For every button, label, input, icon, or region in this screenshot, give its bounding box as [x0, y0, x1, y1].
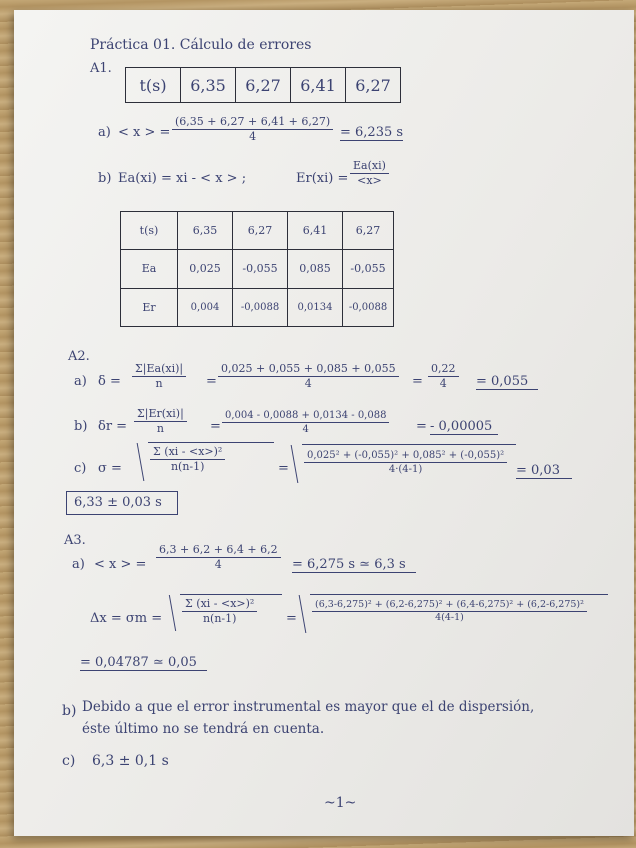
a3-b-label: b) [62, 703, 77, 719]
a2-a-fraction-1 [132, 363, 186, 390]
table-cell: 6,27 [236, 68, 291, 103]
fraction-denominator: n [156, 422, 164, 436]
fraction-numerator: (6,35 + 6,27 + 6,41 + 6,27) [172, 116, 333, 130]
table-cell: t(s) [126, 68, 181, 103]
table-cell: 6,27 [346, 68, 401, 103]
a3-b-line-2: éste último no se tendrá en cuenta. [82, 721, 325, 737]
a3-dx-result: = 0,04787 ≃ 0,05 [80, 656, 207, 671]
table-cell: 0,0134 [288, 288, 343, 326]
table-cell: 6,35 [181, 68, 236, 103]
fraction-numerator: 0,025² + (-0,055)² + 0,085² + (-0,055)² [304, 450, 507, 463]
table-cell: 6,35 [178, 212, 233, 250]
a1-a-result: = 6,235 s [340, 125, 404, 140]
a2-a-lhs: δ = [98, 374, 121, 389]
fraction-numerator: 6,3 + 6,2 + 6,4 + 6,2 [156, 544, 281, 558]
table-cell: 6,41 [291, 68, 346, 103]
table-cell: 0,025 [178, 250, 233, 288]
section-a3-label: A3. [64, 533, 86, 548]
a2-a-fraction-2 [218, 363, 399, 390]
table-cell: -0,0088 [233, 288, 288, 326]
a3-c-label: c) [62, 753, 76, 769]
section-a1-label: A1. [90, 61, 112, 76]
table-cell: 0,004 [178, 288, 233, 326]
a2-c-label: c) [74, 461, 87, 476]
table-cell: -0,055 [233, 250, 288, 288]
a3-a-result: = 6,275 s ≃ 6,3 s [292, 558, 416, 573]
table-cell: 0,085 [288, 250, 343, 288]
equals-sign: = [210, 419, 221, 434]
a1-a-label: a) [98, 125, 111, 140]
a2-c-lhs: σ = [98, 461, 122, 476]
fraction-denominator: 4 [214, 558, 222, 572]
page-number: ~1~ [324, 795, 357, 811]
a2-final-result: 6,33 ± 0,03 s [74, 495, 162, 510]
a3-b-line-1: Debido a que el error instrumental es mayor que el de dispersión, [82, 699, 535, 715]
a2-b-label: b) [74, 419, 88, 434]
a1-a-lhs: < x > = [118, 125, 171, 140]
a1-b-er-fraction [350, 160, 389, 187]
table-cell: 6,41 [288, 212, 343, 250]
notebook-page [14, 10, 634, 836]
a2-b-fraction-2 [222, 410, 389, 435]
fraction-numerator: 0,004 - 0,0088 + 0,0134 - 0,088 [222, 410, 389, 423]
table-cell: 6,27 [233, 212, 288, 250]
a2-a-label: a) [74, 374, 87, 389]
fraction-denominator: <x> [357, 174, 382, 188]
a1-a-fraction [172, 116, 333, 143]
a3-a-label: a) [72, 557, 85, 572]
a2-c-fraction-1 [150, 446, 225, 473]
fraction-numerator: Σ|Ea(xi)| [132, 363, 186, 377]
fraction-numerator: (6,3-6,275)² + (6,2-6,275)² + (6,4-6,275)² + (6,2-6,275)² [312, 600, 587, 612]
a2-c-result: = 0,03 [516, 464, 572, 479]
equals-sign: = [412, 374, 423, 389]
table-cell: 6,27 [343, 212, 394, 250]
fraction-denominator: 4 [302, 424, 309, 435]
a3-c-result: 6,3 ± 0,1 s [92, 753, 169, 769]
a2-b-fraction-1 [134, 408, 187, 435]
fraction-denominator: 4 [249, 130, 257, 144]
fraction-numerator: Ea(xi) [350, 160, 389, 174]
table-cell: -0,055 [343, 250, 394, 288]
fraction-numerator: Σ (xi - <x>)² [182, 598, 257, 612]
table-cell: Ea [121, 250, 178, 288]
fraction-denominator: n(n-1) [202, 612, 237, 626]
a1-b-label: b) [98, 171, 112, 186]
fraction-numerator: 0,22 [428, 363, 459, 377]
times-table [125, 67, 401, 103]
a3-a-lhs: < x > = [94, 557, 147, 572]
a1-b-er-lhs: Er(xi) = [296, 171, 349, 186]
equals-sign: = [416, 419, 427, 434]
table-cell: -0,0088 [343, 288, 394, 326]
a2-a-fraction-3 [428, 363, 459, 390]
fraction-denominator: 4 [304, 377, 312, 391]
a3-dx-fraction-2 [312, 600, 587, 624]
a3-a-fraction [156, 544, 281, 571]
fraction-numerator: Σ|Er(xi)| [134, 408, 187, 422]
errors-table [120, 211, 394, 327]
a2-c-fraction-2 [304, 450, 507, 475]
fraction-denominator: n [155, 377, 163, 391]
fraction-denominator: 4·(4-1) [388, 464, 423, 475]
section-a2-label: A2. [68, 349, 90, 364]
equals-sign: = [206, 374, 217, 389]
table-cell: Er [121, 288, 178, 326]
page-title: Práctica 01. Cálculo de errores [90, 37, 312, 53]
fraction-denominator: 4(4-1) [435, 612, 464, 624]
a3-dx-fraction-1 [182, 598, 257, 625]
fraction-numerator: 0,025 + 0,055 + 0,085 + 0,055 [218, 363, 399, 377]
fraction-denominator: 4 [439, 377, 447, 391]
equals-sign: = [286, 611, 297, 626]
a2-b-lhs: δr = [98, 419, 128, 434]
a2-a-result: = 0,055 [476, 375, 538, 390]
a3-dx-lhs: Δx = σm = [90, 611, 163, 626]
equals-sign: = [278, 461, 289, 476]
table-cell: t(s) [121, 212, 178, 250]
fraction-denominator: n(n-1) [170, 460, 205, 474]
a2-b-result: - 0,00005 [430, 420, 498, 435]
fraction-numerator: Σ (xi - <x>)² [150, 446, 225, 460]
a1-b-ea-def: Ea(xi) = xi - < x > ; [118, 171, 247, 186]
